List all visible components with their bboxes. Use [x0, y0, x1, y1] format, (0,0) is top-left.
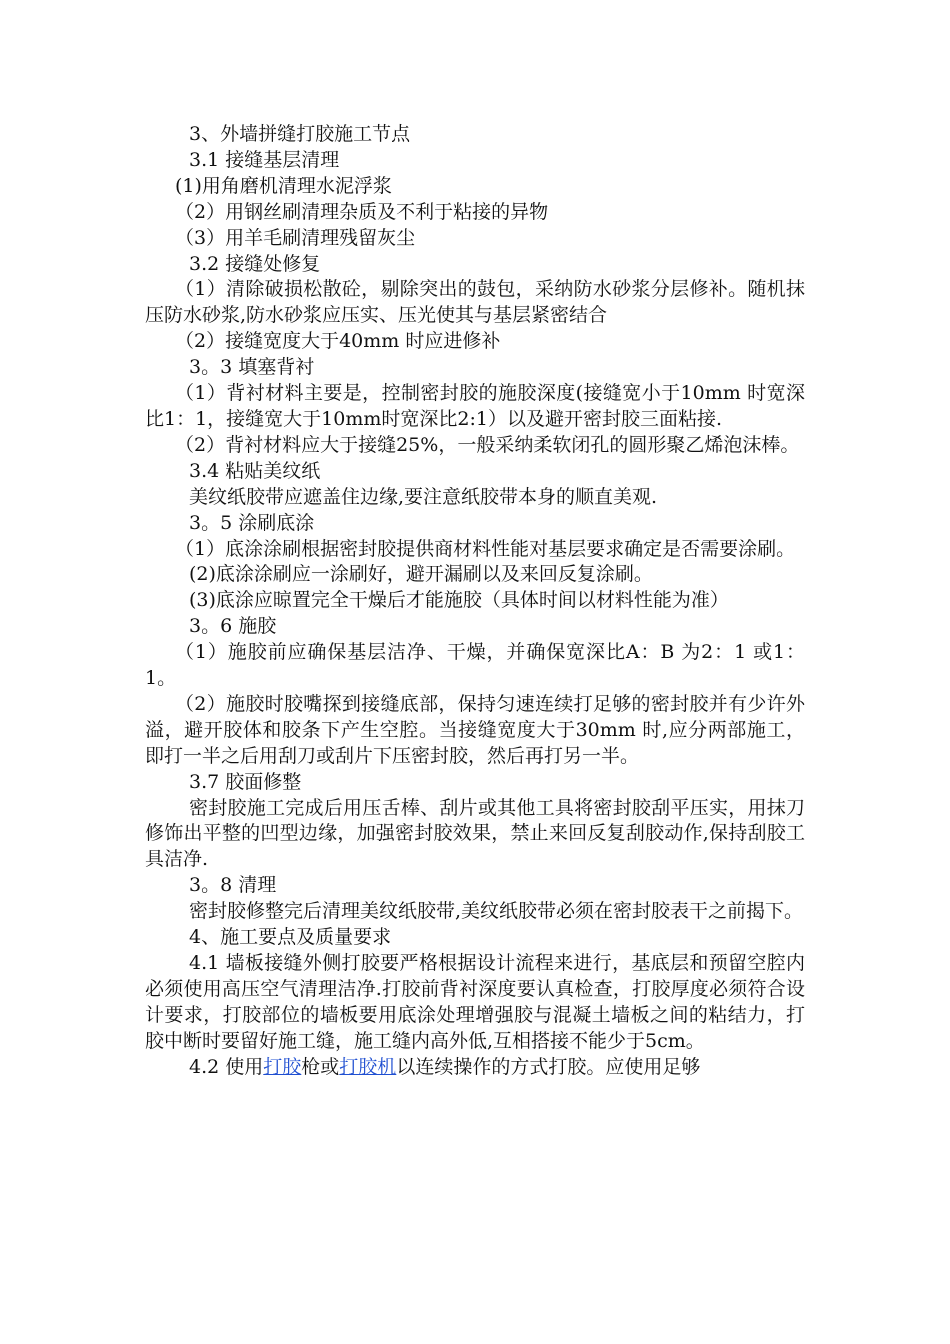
- list-item: （1）底涂涂刷根据密封胶提供商材料性能对基层要求确定是否需要涂刷。: [175, 537, 796, 560]
- list-item: （3）用羊毛刷清理残留灰尘: [175, 226, 416, 249]
- body-paragraph: 密封胶施工完成后用压舌棒、刮片或其他工具将密封胶刮平压实，用抹刀修饰出平整的凹型边缘，加强密封胶效果，禁止来回反复刮胶动作,保持刮胶工具洁净.: [145, 796, 805, 871]
- subsection-heading: 3。5 涂刷底涂: [189, 511, 315, 534]
- list-item: (3)底涂应晾置完全干燥后才能施胶（具体时间以材料性能为准）: [189, 589, 729, 612]
- paragraph-text: 4.2 使用: [189, 1055, 264, 1078]
- document-body: [145, 122, 805, 1081]
- subsection-heading: 3.4 粘贴美纹纸: [189, 459, 321, 482]
- list-item: （1）施胶前应确保基层洁净、干燥，并确保宽深比A：B 为2：1 或1：1。: [145, 641, 805, 690]
- list-item: (2)底涂涂刷应一涂刷好，避开漏刷以及来回反复涂刷。: [189, 563, 653, 586]
- subsection-heading: 3。3 填塞背衬: [189, 356, 315, 379]
- list-item: （1）清除破损松散砼，剔除突出的鼓包，采纳防水砂浆分层修补。随机抹压防水砂浆,防水砂浆应压实、压光使其与基层紧密结合: [145, 278, 805, 327]
- section-heading: 4、施工要点及质量要求: [189, 926, 392, 949]
- subsection-heading: 3。8 清理: [189, 874, 277, 897]
- paragraph-text: 以连续操作的方式打胶。应使用足够: [396, 1055, 701, 1078]
- list-item: （2）施胶时胶嘴探到接缝底部，保持匀速连续打足够的密封胶并有少许外溢，避开胶体和胶条下产生空腔。当接缝宽度大于30mm 时,应分两部施工，即打一半之后用刮刀或刮片下压密封胶，然后再打另一半。: [145, 692, 805, 767]
- body-paragraph-with-links: [145, 1055, 805, 1081]
- subsection-heading: 3.7 胶面修整: [189, 770, 302, 793]
- subsection-heading: 3。6 施胶: [189, 615, 277, 638]
- glue-gun-link[interactable]: 打胶: [263, 1055, 302, 1078]
- subsection-heading: 3.2 接缝处修复: [189, 252, 321, 275]
- section-heading: 3、外墙拼缝打胶施工节点: [189, 123, 411, 145]
- body-paragraph: 美纹纸胶带应遮盖住边缘,要注意纸胶带本身的顺直美观.: [189, 485, 658, 508]
- list-item: (1)用角磨机清理水泥浮浆: [175, 174, 392, 197]
- list-item: （2）接缝宽度大于40mm 时应进修补: [175, 330, 501, 353]
- body-paragraph: 4.1 墙板接缝外侧打胶要严格根据设计流程来进行，基底层和预留空腔内必须使用高压空气清理洁净.打胶前背衬深度要认真检查，打胶厚度必须符合设计要求，打胶部位的墙板要用底涂处理增强胶与混凝土墙板之间的粘结力，打胶中断时要留好施工缝，施工缝内高外低,互相搭接不能少于5cm。: [145, 952, 805, 1052]
- list-item: （2）背衬材料应大于接缝25%，一般采纳柔软闭孔的圆形聚乙烯泡沫棒。: [175, 433, 800, 456]
- paragraph-text: 枪或: [301, 1055, 340, 1078]
- body-paragraph: 密封胶修整完后清理美纹纸胶带,美纹纸胶带必须在密封胶表干之前揭下。: [189, 900, 804, 923]
- list-item: （2）用钢丝刷清理杂质及不利于粘接的异物: [175, 200, 549, 223]
- list-item: （1）背衬材料主要是，控制密封胶的施胶深度(接缝宽小于10mm 时宽深比1：1，接缝宽大于10mm时宽深比2:1）以及避开密封胶三面粘接.: [145, 382, 805, 430]
- subsection-heading: 3.1 接缝基层清理: [189, 148, 340, 171]
- glue-machine-link[interactable]: 打胶机: [339, 1055, 397, 1078]
